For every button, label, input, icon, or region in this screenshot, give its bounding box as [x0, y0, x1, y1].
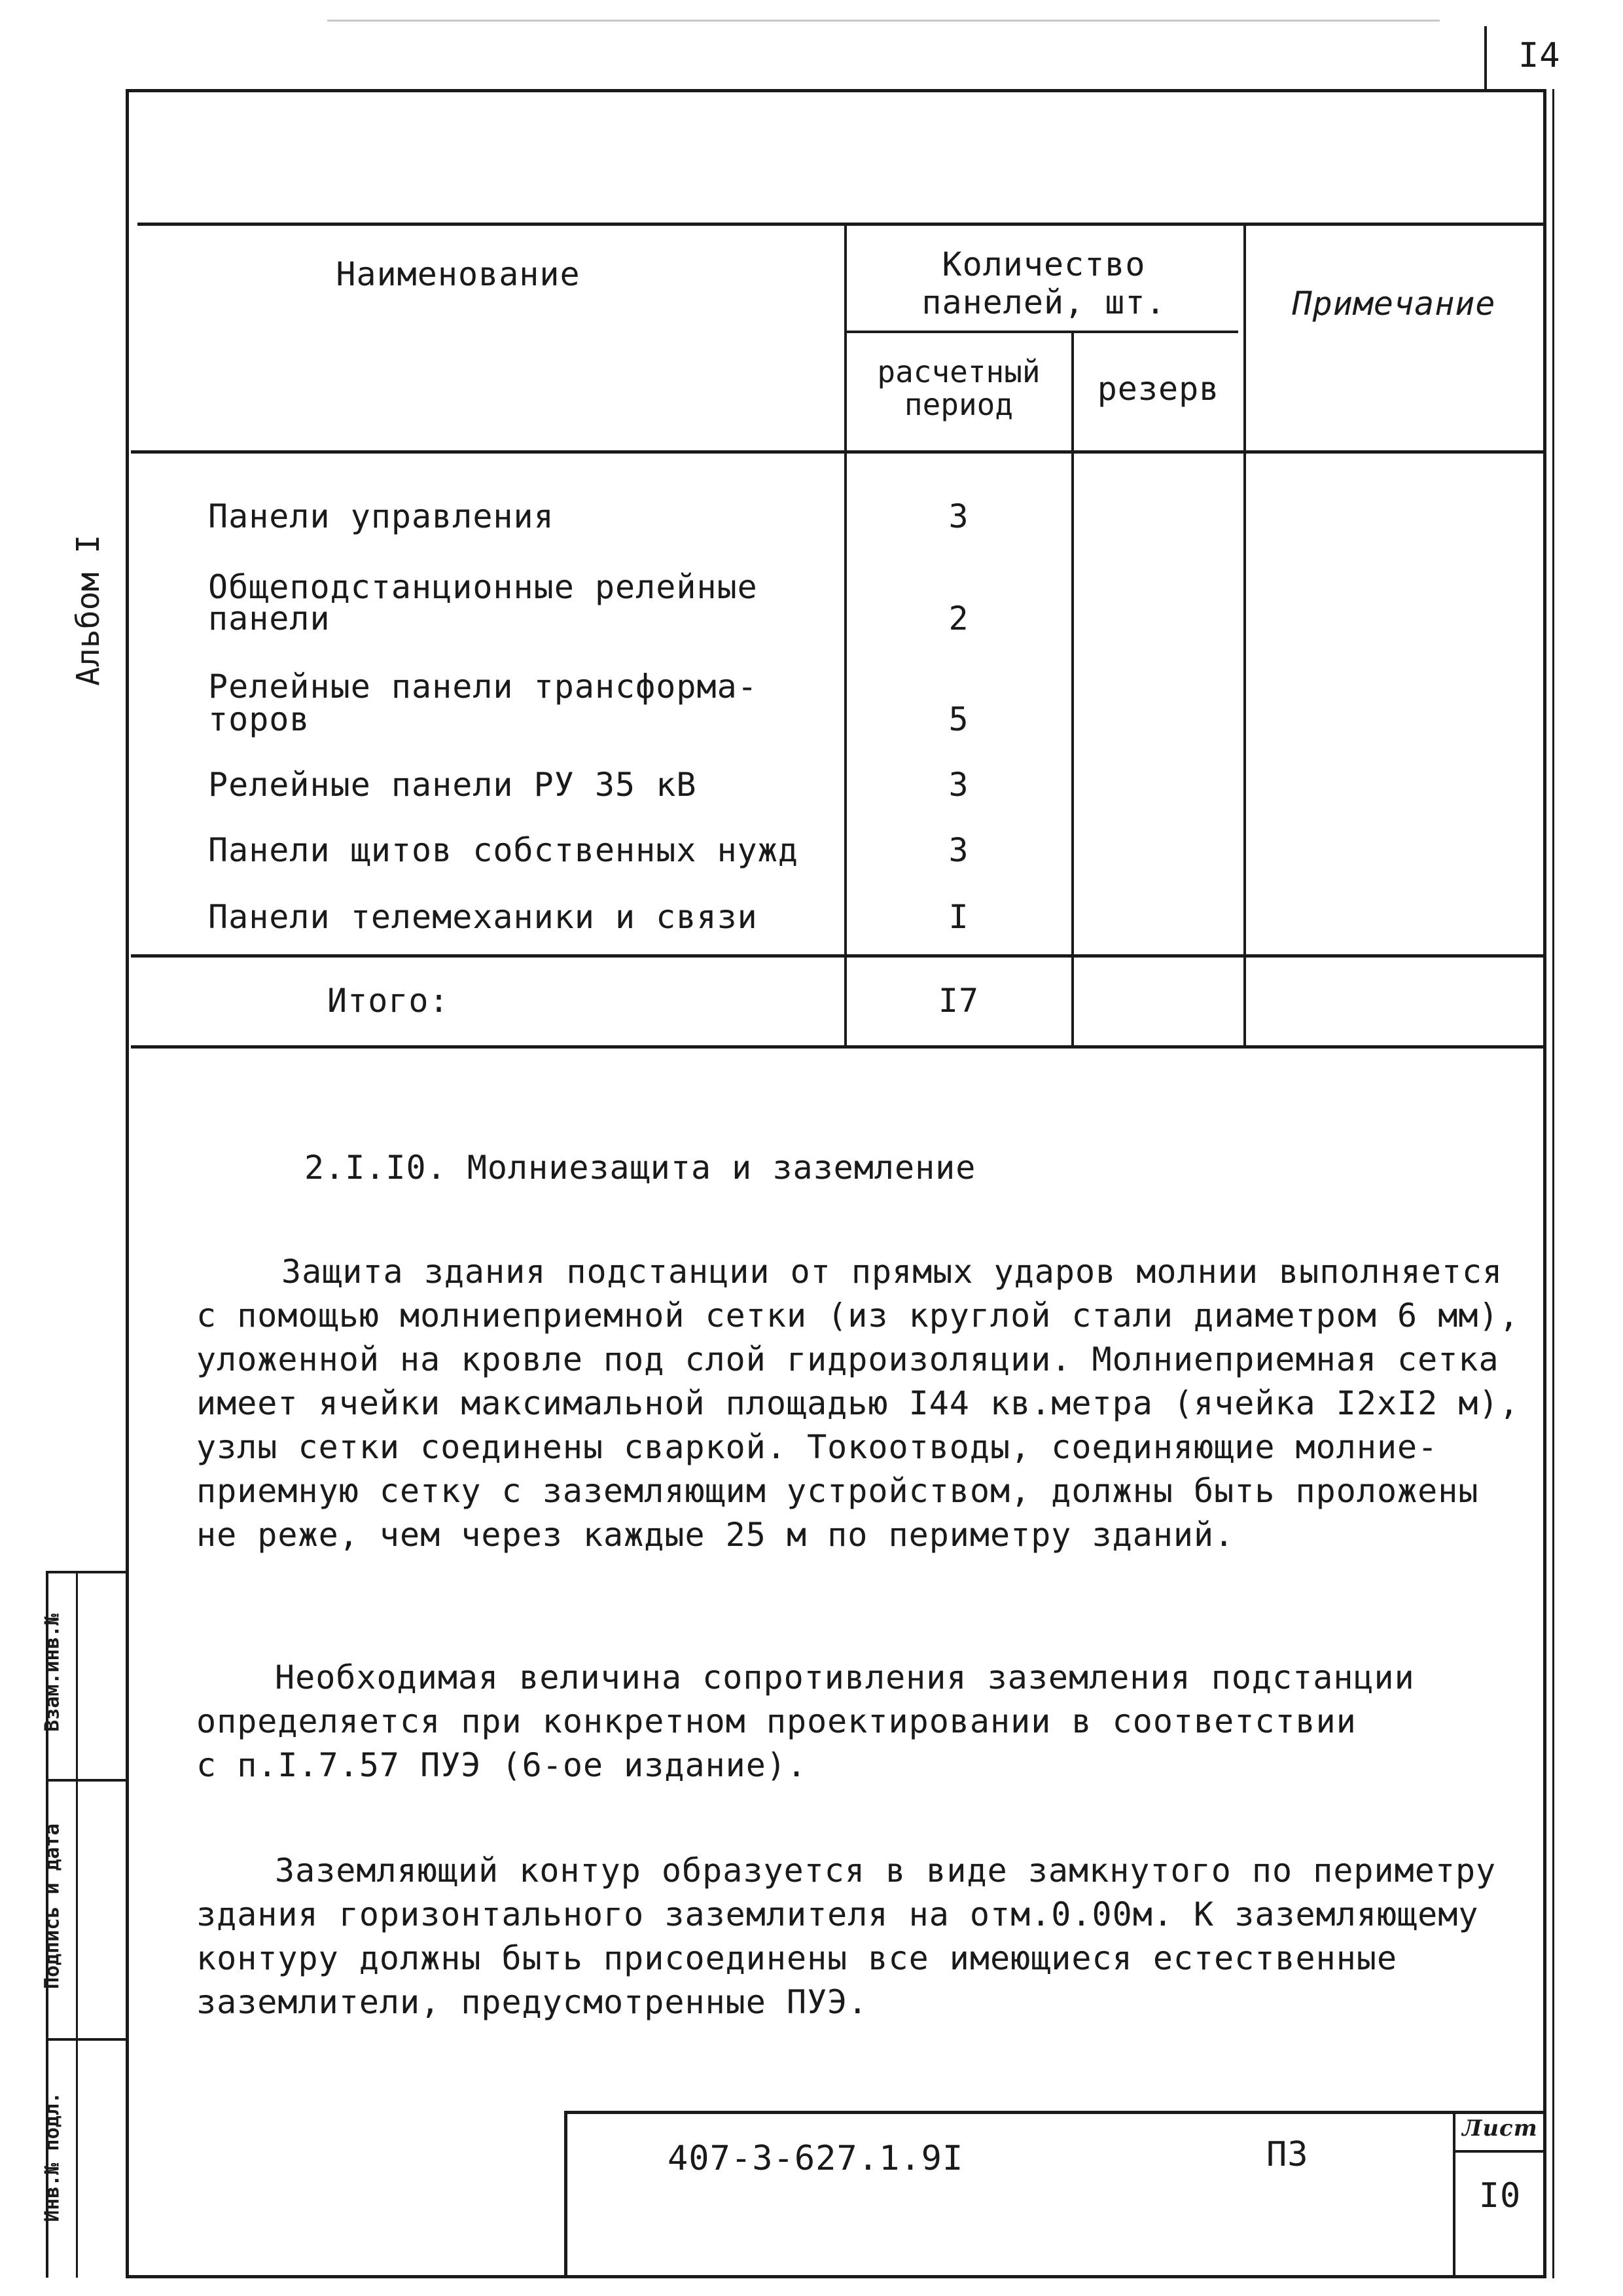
table-top-line [137, 223, 1544, 226]
paragraph-3-line-4: заземлители, предусмотренные ПУЭ. [196, 1983, 868, 2021]
paragraph-grounding-resistance [196, 1656, 1531, 1787]
stamp-label-signature: Подпись и дата [41, 1823, 64, 1989]
row-2-name-line-1: Общеподстанционные релейные [208, 568, 758, 606]
paragraph-1-line-2: с помощью молниеприемной сетки (из круглой стали диаметром 6 мм), [196, 1297, 1520, 1335]
paragraph-1-line-6: приемную сетку с заземляющим устройством, должны быть проложены [196, 1472, 1479, 1510]
row-4-name: Релейные панели РУ 35 кВ [208, 766, 697, 804]
table-bottom-line [131, 1045, 1544, 1049]
frame-left [126, 89, 129, 2278]
stamp-box-top [46, 1571, 128, 1573]
paragraph-1-line-1: Защита здания подстанции от прямых ударов молнии выполняется [281, 1253, 1503, 1291]
row-3-calc: 5 [948, 700, 969, 738]
table-total-top-line [131, 954, 1544, 958]
paragraph-3-line-1: Заземляющий контур образуется в виде замкнутого по периметру [275, 1852, 1497, 1890]
paragraph-2-line-3: с п.I.7.57 ПУЭ (6-ое издание). [196, 1746, 808, 1784]
album-label: Альбом I [70, 534, 107, 686]
row-2-name-line-2: панели [208, 600, 330, 637]
frame-top [126, 89, 1546, 92]
row-3-name-line-2: торов [208, 700, 310, 738]
paragraph-1-line-5: узлы сетки соединены сваркой. Токоотводы, соединяющие молние- [196, 1428, 1438, 1466]
table-col-divider-3 [1243, 223, 1246, 1047]
paragraph-2-line-2: определяется при конкретном проектировании в соответствии [196, 1702, 1357, 1740]
title-block-left [564, 2111, 567, 2278]
paragraph-3-line-2: здания горизонтального заземлителя на отм.0.00м. К заземляющему [196, 1895, 1479, 1933]
stamp-divider-1 [46, 1779, 128, 1782]
table-col-divider-1 [844, 223, 847, 1047]
corner-box-left [1484, 26, 1487, 92]
table-header-bottom-line [131, 450, 1544, 454]
frame-bottom [126, 2275, 1546, 2278]
header-name: Наименование [336, 255, 580, 293]
stamp-label-inventory: Инв.№ подл. [41, 2092, 64, 2222]
title-block-sheet-label-line [1453, 2150, 1544, 2153]
section-code: ПЗ [1266, 2135, 1309, 2174]
paragraph-lightning-protection [196, 1250, 1531, 1557]
section-heading: 2.I.I0. Молниезащита и заземление [304, 1149, 976, 1187]
row-1-name: Панели управления [208, 497, 554, 535]
paragraph-1-line-3: уложенной на кровле под слой гидроизоляции. Молниеприемная сетка [196, 1340, 1499, 1378]
top-scan-artifact [327, 20, 1440, 22]
sheet-number: I0 [1478, 2176, 1522, 2215]
paragraph-3-line-3: контуру должны быть присоединены все имеющиеся естественные [196, 1939, 1398, 1977]
paragraph-1-line-4: имеет ячейки максимальной площадью I44 кв.метра (ячейка I2xI2 м), [196, 1384, 1520, 1422]
row-4-calc: 3 [948, 766, 969, 804]
header-reserve: резерв [1097, 370, 1220, 408]
paragraph-grounding-contour [196, 1849, 1531, 2024]
row-3-name-line-1: Релейные панели трансформа- [208, 668, 758, 706]
row-1-calc: 3 [948, 497, 969, 535]
sheet-label: Лист [1462, 2115, 1538, 2142]
document-code: 407-3-627.1.9I [668, 2139, 964, 2178]
paragraph-1-line-7: не реже, чем через каждые 25 м по периметру зданий. [196, 1516, 1235, 1554]
row-6-name: Панели телемеханики и связи [208, 898, 758, 936]
row-5-calc: 3 [948, 831, 969, 869]
stamp-column-divider [76, 1571, 78, 2278]
table-col-divider-2 [1071, 331, 1074, 1047]
table-quantity-underline [846, 331, 1238, 333]
frame-right-outer [1552, 89, 1554, 2278]
total-calc: I7 [938, 982, 980, 1020]
row-2-calc: 2 [948, 600, 969, 637]
title-block-top [564, 2111, 1546, 2114]
paragraph-2-line-1: Необходимая величина сопротивления заземления подстанции [275, 1659, 1415, 1696]
stamp-divider-2 [46, 2038, 128, 2041]
header-note: Примечание [1292, 285, 1496, 323]
stamp-label-replacement: Взам.инв.№ [41, 1613, 64, 1732]
row-5-name: Панели щитов собственных нужд [208, 831, 798, 869]
corner-page-number: I4 [1518, 36, 1561, 75]
total-label: Итого: [327, 982, 450, 1020]
row-6-calc: I [948, 898, 969, 936]
header-quantity: Количество панелей, шт. [921, 245, 1166, 321]
header-calc-period: расчетный период [877, 354, 1041, 422]
frame-right [1543, 89, 1546, 2278]
